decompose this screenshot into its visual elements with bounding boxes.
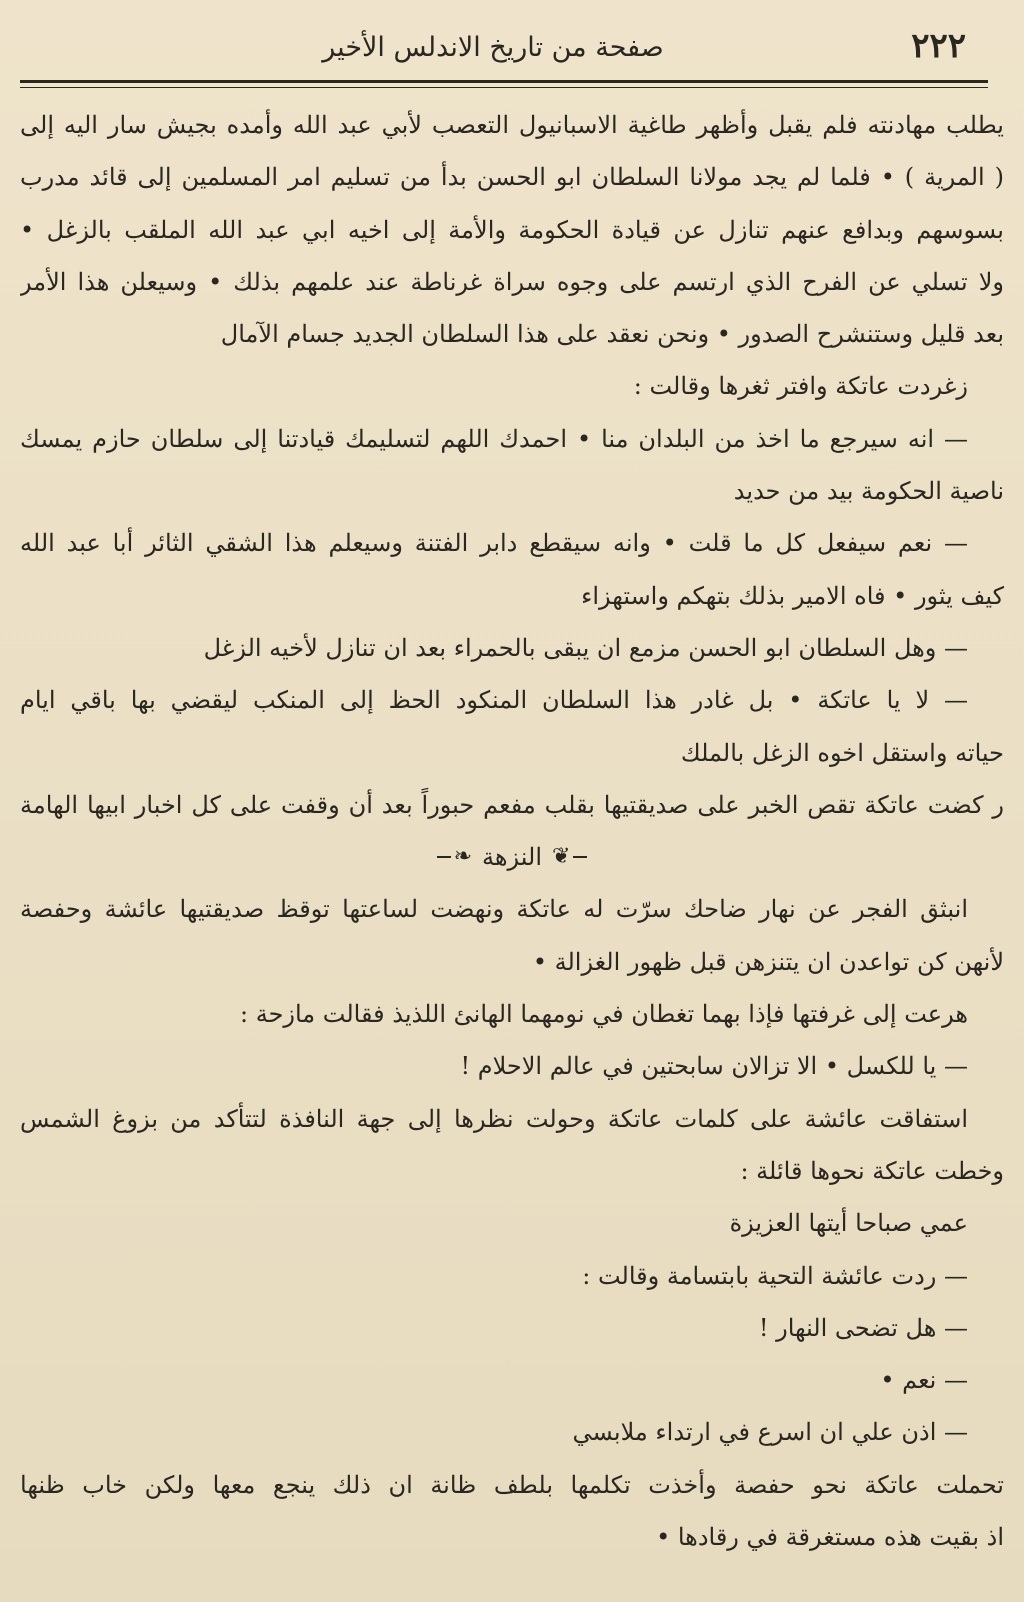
text-line: ( المرية ) • فلما لم يجد مولانا السلطان ابو الحسن بدأ من تسليم امر المسلمين إلى قائد مدرب <box>20 163 1004 192</box>
text-line: ر كضت عاتكة تقص الخبر على صديقتيها بقلب مفعم حبوراً بعد أن وقفت على كل اخبار ابيها الهامة <box>20 790 1004 819</box>
text-line: — اذن علي ان اسرع في ارتداء ملابسي <box>572 1418 968 1447</box>
text-line: انبثق الفجر عن نهار ضاحك سرّت له عاتكة ونهضت لساعتها توقظ صديقتيها عائشة وحفصة <box>20 895 968 924</box>
text-line: حياته واستقل اخوه الزغل بالملك <box>680 738 1004 767</box>
text-line: وخطت عاتكة نحوها قائلة : <box>740 1156 1004 1185</box>
text-line: ناصية الحكومة بيد من حديد <box>733 477 1004 506</box>
text-line: — نعم سيفعل كل ما قلت • وانه سيقطع دابر الفتنة وسيعلم هذا الشقي الثائر أبا عبد الله <box>20 529 968 558</box>
text-line: بسوسهم وبدافع عنهم تنازل عن قيادة الحكومة والأمة إلى اخيه ابي عبد الله الملقب بالزغل • <box>20 215 1004 244</box>
text-line: اذ بقيت هذه مستغرقة في رقادها • <box>656 1523 1004 1552</box>
text-line: لأنهن كن تواعدن ان يتنزهن قبل ظهور الغزالة • <box>532 947 1004 976</box>
body-text <box>20 99 1004 1563</box>
text-line: — لا يا عاتكة • بل غادر هذا السلطان المنكود الحظ إلى المنكب ليقضي بها باقي ايام <box>20 686 968 715</box>
page-number: ٢٢٢ <box>911 26 966 66</box>
text-line: استفاقت عائشة على كلمات عاتكة وحولت نظرها إلى جهة النافذة لتتأكد من بزوغ الشمس <box>20 1104 968 1133</box>
text-line: — يا للكسل • الا تزالان سابحتين في عالم الاحلام ! <box>460 1052 968 1081</box>
text-line: تحملت عاتكة نحو حفصة وأخذت تكلمها بلطف ظانة ان ذلك ينجع معها ولكن خاب ظنها <box>20 1470 1004 1499</box>
running-title: صفحة من تاريخ الاندلس الأخير <box>322 32 664 63</box>
text-line: — نعم • <box>880 1366 968 1395</box>
text-line: ولا تسلي عن الفرح الذي ارتسم على وجوه سراة غرناطة عند علمهم بذلك • وسيعلن هذا الأمر <box>20 267 1004 296</box>
text-line: — وهل السلطان ابو الحسن مزمع ان يبقى بالحمراء بعد ان تنازل لأخيه الزغل <box>203 633 968 662</box>
text-line: كيف يثور • فاه الامير بذلك بتهكم واستهزاء <box>581 581 1004 610</box>
text-line: يطلب مهادنته فلم يقبل وأظهر طاغية الاسبانيول التعصب لأبي عبد الله وأمده بجيش سار اليه إلى <box>20 111 1004 139</box>
text-line: بعد قليل وستنشرح الصدور • ونحن نعقد على هذا السلطان الجديد جسام الآمال <box>220 320 1004 349</box>
section-title: النزهة <box>482 843 542 872</box>
text-line: عمي صباحا أيتها العزيزة <box>729 1209 968 1238</box>
section-heading <box>20 831 1004 883</box>
header-rule-thin <box>20 87 988 88</box>
text-line: — ردت عائشة التحية بابتسامة وقالت : <box>582 1261 968 1290</box>
text-line: زغردت عاتكة وافتر ثغرها وقالت : <box>633 372 968 401</box>
text-line: — هل تضحى النهار ! <box>758 1313 968 1342</box>
ornament-icon: ❦ <box>552 831 587 883</box>
page-header <box>20 22 966 82</box>
text-line: — انه سيرجع ما اخذ من البلدان منا • احمدك اللهم لتسليمك قيادتنا إلى سلطان حازم يمسك <box>20 424 968 453</box>
text-line: هرعت إلى غرفتها فإذا بهما تغطان في نومهما الهانئ اللذيذ فقالت مازحة : <box>239 1000 968 1029</box>
ornament-icon: ❧ <box>437 831 472 883</box>
header-rule-thick <box>20 80 988 83</box>
